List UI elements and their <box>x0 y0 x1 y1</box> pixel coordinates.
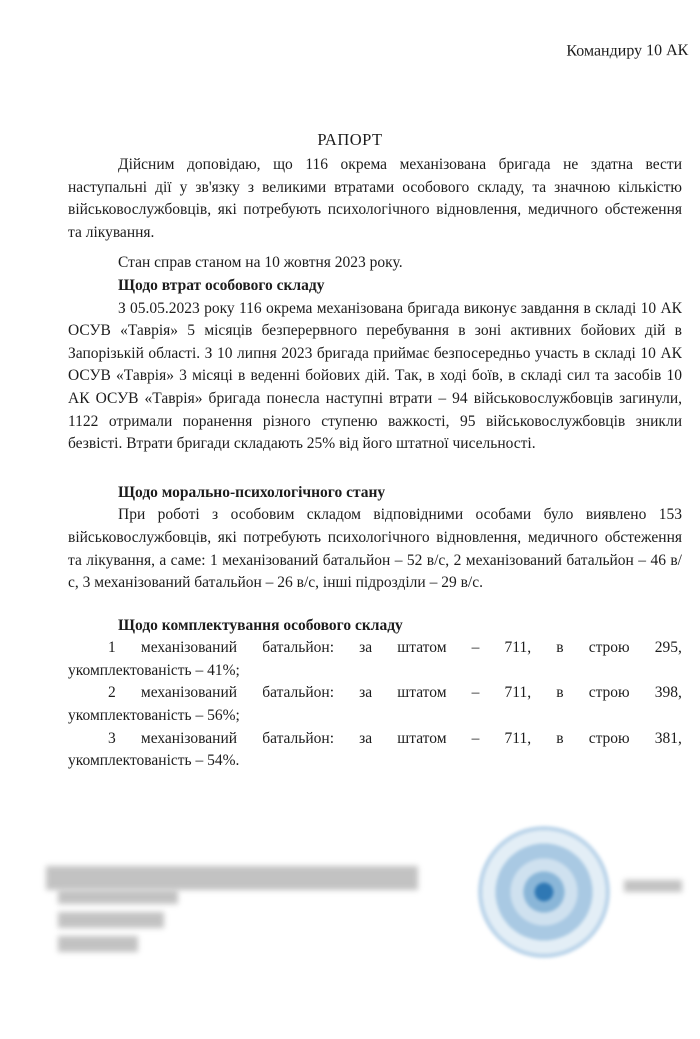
word-v: в <box>556 729 564 747</box>
document-body <box>68 154 682 773</box>
staffing-row-line <box>68 682 682 705</box>
battalion-number: 3 <box>108 729 116 747</box>
dash: – <box>471 729 480 747</box>
word-stroyu: строю <box>588 729 630 747</box>
dash: – <box>471 639 480 657</box>
completeness: укомплектованість – 41%; <box>68 661 240 679</box>
morale-paragraph: При роботі з особовим складом відповідними особами було виявлено 153 військовослужбовців, які потребують психологічного відновлення, медичного обстеження та лікування, а саме: 1 механізований батальйон – 52 в/с, 2 механізований батальйон – 46 в/с, 3 механізований батальйон – 26 в/с, інші підрозділи – 29 в/с. <box>68 506 682 592</box>
battalion-word: батальйон: <box>262 729 334 747</box>
word-shtatom: штатом <box>397 684 447 702</box>
staff-count: 711, <box>504 729 532 747</box>
word-shtatom: штатом <box>397 639 447 657</box>
staffing-row <box>68 728 682 773</box>
staffing-row-line <box>68 728 682 751</box>
present-count: 381, <box>654 729 682 747</box>
completeness: укомплектованість – 54%. <box>68 752 240 770</box>
battalion-word: батальйон: <box>262 639 334 657</box>
battalion-type: механізований <box>140 684 238 702</box>
word-stroyu: строю <box>588 639 630 657</box>
word-v: в <box>556 639 564 657</box>
staff-count: 711, <box>504 684 532 702</box>
addressee: Командиру 10 АК <box>566 41 689 60</box>
word-za: за <box>359 684 373 702</box>
battalion-number: 2 <box>108 684 116 702</box>
losses-heading: Щодо втрат особового складу <box>118 276 325 294</box>
document-title: РАПОРТ <box>317 130 383 149</box>
completeness: укомплектованість – 56%; <box>68 707 240 725</box>
staff-count: 711, <box>504 639 532 657</box>
present-count: 295, <box>654 639 682 657</box>
staffing-row-line <box>68 637 682 660</box>
word-v: в <box>556 684 564 702</box>
present-count: 398, <box>654 684 682 702</box>
battalion-word: батальйон: <box>262 684 334 702</box>
status-date: Стан справ станом на 10 жовтня 2023 року. <box>118 254 403 272</box>
battalion-number: 1 <box>108 639 116 657</box>
staffing-heading: Щодо комплектування особового складу <box>118 616 403 634</box>
word-stroyu: строю <box>588 684 630 702</box>
losses-paragraph: З 05.05.2023 року 116 окрема механізована бригада виконує завдання в складі 10 АК ОСУВ «Таврія» 5 місяців безперервного перебування в зоні активних бойових дій в Запорізькій області. З 10 липня 2023 бригада приймає безпосередньо участь в складі 10 АК ОСУВ «Таврія» 3 місяці в веденні бойових дій. Так, в ході боїв, в складі сил та засобів 10 АК ОСУВ «Таврія» бригада понесла наступні втрати – 94 військовослужбовців загинули, 1122 отримали поранення різного ступеню важкості, 95 військовослужбовців зникли безвісті. Втрати бригади складають 25% від його штатної чисельності. <box>68 299 682 453</box>
word-shtatom: штатом <box>397 729 447 747</box>
word-za: за <box>359 639 373 657</box>
word-za: за <box>359 729 373 747</box>
battalion-type: механізований <box>140 729 238 747</box>
intro-paragraph: Дійсним доповідаю, що 116 окрема механізована бригада не здатна вести наступальні дії у зв'язку з великими втратами особового складу, та значною кількістю військовослужбовців, які потребують психологічного відновлення, медичного обстеження та лікування. <box>68 156 682 241</box>
staffing-row <box>68 682 682 727</box>
dash: – <box>471 684 480 702</box>
staffing-row <box>68 637 682 682</box>
battalion-type: механізований <box>140 639 238 657</box>
morale-heading: Щодо морально-психологічного стану <box>118 483 386 501</box>
